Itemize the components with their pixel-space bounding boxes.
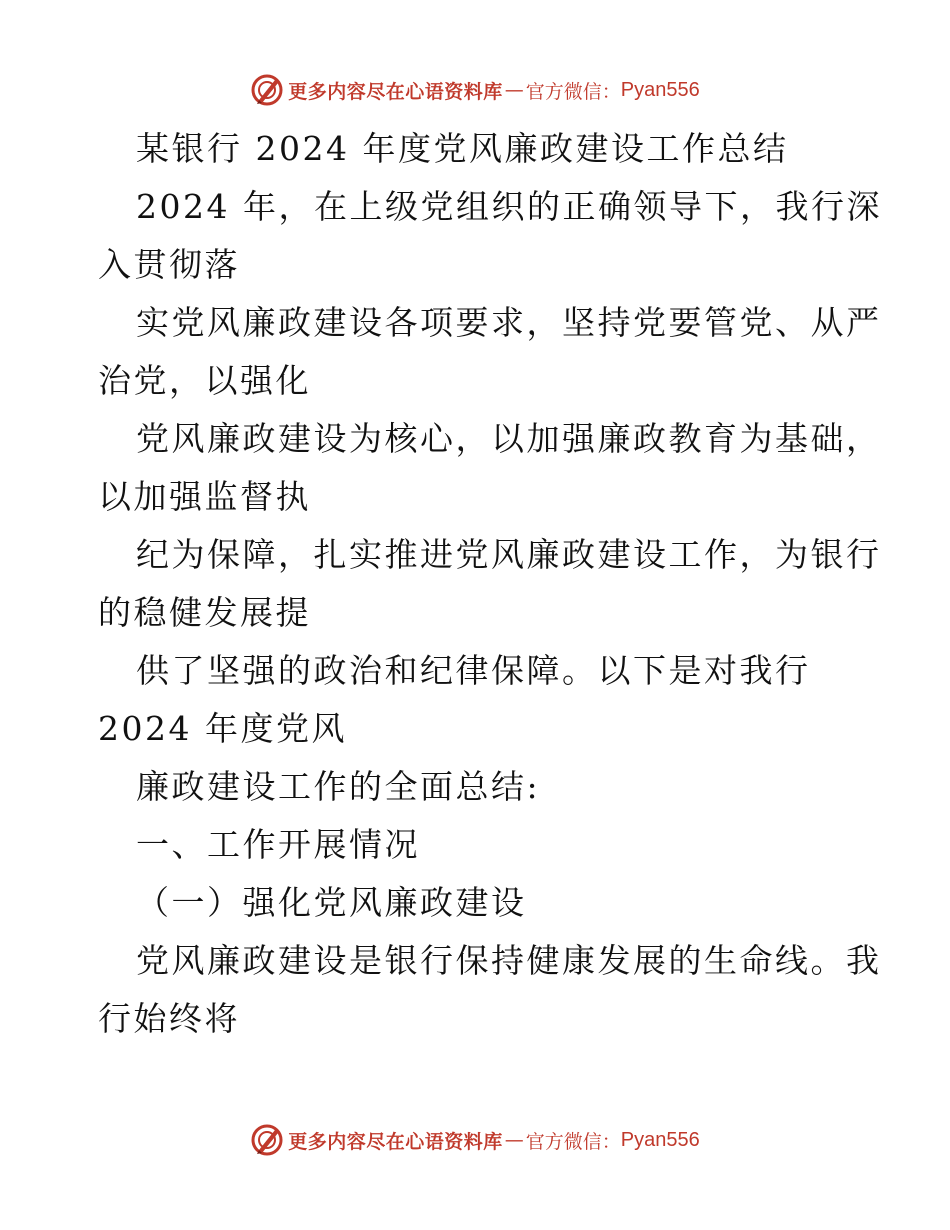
paragraph-line: 供了坚强的政治和纪律保障。以下是对我行	[136, 651, 811, 690]
paragraph-line: 一、工作开展情况	[136, 825, 420, 864]
pen-logo-icon	[250, 73, 284, 107]
paragraph-line: 2024 年，在上级党组织的正确领导下，我行深	[136, 187, 882, 226]
pen-logo-icon	[250, 1123, 284, 1157]
paragraph-line: 党风廉政建设为核心，以加强廉政教育为基础，	[136, 419, 882, 458]
paragraph-line: 入贯彻落	[98, 245, 240, 284]
banner-separator: —	[504, 1129, 524, 1151]
paragraph-line: 实党风廉政建设各项要求，坚持党要管党、从严	[136, 303, 882, 342]
header-banner	[0, 70, 950, 110]
banner-wechat-label: 官方微信：	[525, 80, 621, 103]
banner-text: 更多内容尽在心语资料库	[288, 1130, 503, 1153]
banner-wechat-label: 官方微信：	[525, 1130, 621, 1153]
paragraph-line: 廉政建设工作的全面总结:	[136, 767, 541, 806]
document-body	[98, 120, 882, 1048]
paragraph-line: 纪为保障，扎实推进党风廉政建设工作，为银行	[136, 535, 882, 574]
footer-banner	[0, 1120, 950, 1160]
paragraph-line: 2024 年度党风	[98, 709, 347, 748]
paragraph-line: 以加强监督执	[98, 477, 311, 516]
banner-wechat-id: Pyan556	[620, 1128, 700, 1151]
banner-separator: —	[504, 79, 524, 101]
paragraph-line: 党风廉政建设是银行保持健康发展的生命线。我	[136, 941, 882, 980]
paragraph-line: 治党，以强化	[98, 361, 311, 400]
banner-text: 更多内容尽在心语资料库	[288, 80, 503, 103]
paragraph-line: 行始终将	[98, 999, 240, 1038]
document-title: 某银行 2024 年度党风廉政建设工作总结	[136, 129, 789, 168]
paragraph-line: 的稳健发展提	[98, 593, 311, 632]
banner-wechat-id: Pyan556	[620, 78, 700, 101]
paragraph-line: （一）强化党风廉政建设	[136, 883, 527, 922]
